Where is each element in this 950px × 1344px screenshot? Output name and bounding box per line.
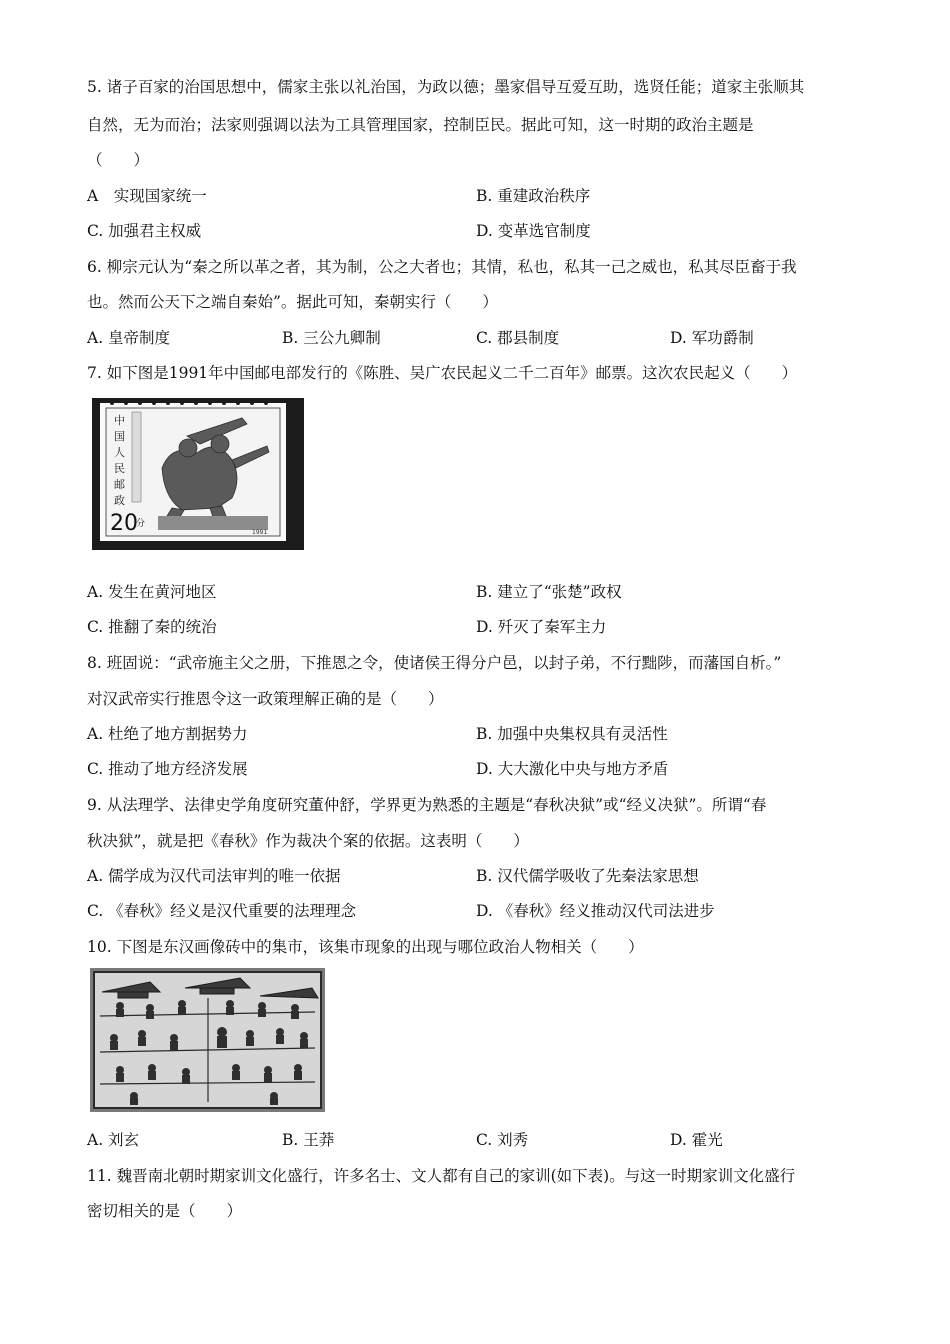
q10-option-c[interactable]: C. 刘秀 — [476, 1131, 529, 1149]
q7-line-1: 7. 如下图是1991年中国邮电部发行的《陈胜、吴广农民起义二千二百年》邮票。这次农民起义（ ） — [87, 364, 798, 382]
q7-option-b[interactable]: B. 建立了“张楚”政权 — [476, 583, 622, 601]
q7-option-d[interactable]: D. 歼灭了秦军主力 — [476, 618, 607, 636]
q8-line-2: 对汉武帝实行推恩令这一政策理解正确的是（ ） — [87, 690, 444, 708]
q5-option-b[interactable]: B. 重建政治秩序 — [476, 187, 591, 205]
svg-text:邮: 邮 — [114, 478, 125, 491]
q10-option-d[interactable]: D. 霍光 — [670, 1131, 723, 1149]
q5-line-1: 5. 诸子百家的治国思想中，儒家主张以礼治国，为政以德；墨家倡导互爱互助，选贤任能；道家主张顺其 — [87, 78, 805, 96]
q6-option-c[interactable]: C. 郡县制度 — [476, 329, 560, 347]
q9-option-d[interactable]: D. 《春秋》经义推动汉代司法进步 — [476, 902, 715, 920]
q8-option-a[interactable]: A. 杜绝了地方割据势力 — [87, 725, 248, 743]
stamp-denomination: 20 — [110, 511, 138, 536]
q7-option-a[interactable]: A. 发生在黄河地区 — [87, 583, 217, 601]
q5-line-2: 自然，无为而治；法家则强调以法为工具管理国家，控制臣民。据此可知，这一时期的政治主题是 — [87, 116, 754, 134]
q9-option-b[interactable]: B. 汉代儒学吸收了先秦法家思想 — [476, 867, 699, 885]
q8-option-d[interactable]: D. 大大激化中央与地方矛盾 — [476, 760, 669, 778]
q5-line-3: （ ） — [87, 151, 150, 169]
q5-option-a[interactable]: A 实现国家统一 — [87, 187, 207, 205]
q11-line-2: 密切相关的是（ ） — [87, 1202, 243, 1220]
svg-text:分: 分 — [136, 519, 146, 529]
stamp-image — [92, 398, 304, 550]
q6-option-b[interactable]: B. 三公九卿制 — [282, 329, 381, 347]
q9-line-1: 9. 从法理学、法律史学角度研究董仲舒，学界更为熟悉的主题是“春秋决狱”或“经义决狱”。所谓“春 — [87, 796, 767, 814]
q9-line-2: 秋决狱”，就是把《春秋》作为裁决个案的依据。这表明（ ） — [87, 832, 529, 850]
q8-line-1: 8. 班固说：“武帝施主父之册，下推恩之令，使诸侯王得分户邑，以封子弟，不行黜陟，而藩国自析。” — [87, 654, 782, 672]
q11-line-1: 11. 魏晋南北朝时期家训文化盛行，许多名士、文人都有自己的家训(如下表)。与这一时期家训文化盛行 — [87, 1167, 796, 1185]
svg-text:国: 国 — [114, 430, 125, 443]
q6-option-d[interactable]: D. 军功爵制 — [670, 329, 754, 347]
q10-option-a[interactable]: A. 刘玄 — [87, 1131, 140, 1149]
q7-option-c[interactable]: C. 推翻了秦的统治 — [87, 618, 217, 636]
svg-text:民: 民 — [114, 462, 125, 475]
q9-option-c[interactable]: C. 《春秋》经义是汉代重要的法理理念 — [87, 902, 357, 920]
stamp-country-char-1: 中 — [114, 414, 125, 427]
stamp-year: 1991 — [252, 529, 268, 536]
q6-line-2: 也。然而公天下之端自秦始”。据此可知，秦朝实行（ ） — [87, 293, 498, 311]
q5-option-c[interactable]: C. 加强君主权威 — [87, 222, 202, 240]
q8-option-b[interactable]: B. 加强中央集权具有灵活性 — [476, 725, 668, 743]
market-brick-image — [90, 968, 325, 1112]
q8-option-c[interactable]: C. 推动了地方经济发展 — [87, 760, 248, 778]
svg-text:政: 政 — [114, 494, 125, 507]
q10-line-1: 10. 下图是东汉画像砖中的集市，该集市现象的出现与哪位政治人物相关（ ） — [87, 938, 644, 956]
q10-option-b[interactable]: B. 王莽 — [282, 1131, 335, 1149]
q6-line-1: 6. 柳宗元认为“秦之所以革之者，其为制，公之大者也；其情，私也，私其一己之威也，私其尽臣畜于我 — [87, 258, 797, 276]
svg-text:人: 人 — [114, 446, 125, 459]
q5-option-d[interactable]: D. 变革选官制度 — [476, 222, 591, 240]
q6-option-a[interactable]: A. 皇帝制度 — [87, 329, 171, 347]
q9-option-a[interactable]: A. 儒学成为汉代司法审判的唯一依据 — [87, 867, 341, 885]
